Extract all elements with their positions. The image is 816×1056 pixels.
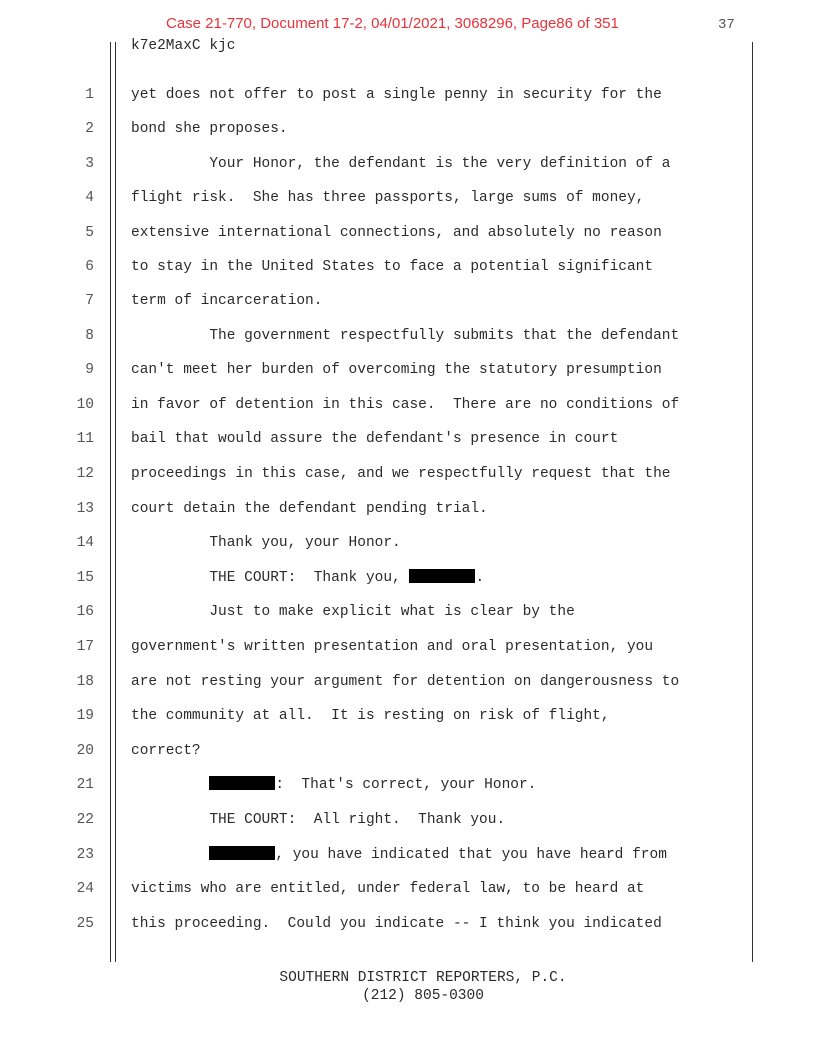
- transcript-line-4: [0, 187, 816, 209]
- line-number: 8: [85, 328, 94, 344]
- reporter-name: SOUTHERN DISTRICT REPORTERS, P.C.: [279, 970, 567, 986]
- line-text-before-redaction: [131, 847, 209, 863]
- transcript-line-20: [0, 740, 816, 762]
- line-text: government's written presentation and oral presentation, you: [131, 639, 654, 655]
- line-number: 7: [85, 293, 94, 309]
- line-text: [131, 844, 667, 866]
- page-number: 37: [718, 17, 735, 33]
- line-number: 23: [76, 847, 94, 863]
- transcript-line-23: [0, 844, 816, 866]
- transcript-line-14: [0, 532, 816, 554]
- redaction-box: [209, 846, 275, 860]
- line-number: 6: [85, 259, 94, 275]
- transcript-line-5: [0, 222, 816, 244]
- line-number: 15: [76, 570, 94, 586]
- line-number: 4: [85, 190, 94, 206]
- line-text: Your Honor, the defendant is the very definition of a: [131, 156, 671, 172]
- line-number: 18: [76, 674, 94, 690]
- line-text-after-redaction: , you have indicated that you have heard from: [275, 847, 667, 863]
- transcript-line-3: [0, 153, 816, 175]
- transcript-line-1: [0, 84, 816, 106]
- transcript-line-19: [0, 705, 816, 727]
- line-number: 13: [76, 501, 94, 517]
- line-text-after-redaction: : That's correct, your Honor.: [275, 777, 537, 793]
- transcript-line-6: [0, 256, 816, 278]
- line-text: The government respectfully submits that the defendant: [131, 328, 680, 344]
- redaction-box: [409, 569, 475, 583]
- line-text: [131, 567, 484, 589]
- line-number: 11: [76, 431, 94, 447]
- line-text: to stay in the United States to face a potential significant: [131, 259, 654, 275]
- line-number: 10: [76, 397, 94, 413]
- line-text: Thank you, your Honor.: [131, 535, 401, 551]
- line-text: in favor of detention in this case. There are no conditions of: [131, 397, 680, 413]
- transcript-line-21: [0, 774, 816, 796]
- line-text: flight risk. She has three passports, large sums of money,: [131, 190, 645, 206]
- line-number: 17: [76, 639, 94, 655]
- line-number: 5: [85, 225, 94, 241]
- line-number: 9: [85, 362, 94, 378]
- transcript-line-17: [0, 636, 816, 658]
- line-text: [131, 774, 536, 796]
- line-text-before-redaction: [131, 777, 209, 793]
- line-text: correct?: [131, 743, 201, 759]
- line-text: this proceeding. Could you indicate -- I think you indicated: [131, 916, 662, 932]
- line-text: court detain the defendant pending trial.: [131, 501, 488, 517]
- transcript-line-18: [0, 671, 816, 693]
- line-text: yet does not offer to post a single penny in security for the: [131, 87, 662, 103]
- transcript-line-11: [0, 428, 816, 450]
- line-number: 20: [76, 743, 94, 759]
- line-number: 24: [76, 881, 94, 897]
- transcript-line-12: [0, 463, 816, 485]
- line-number: 19: [76, 708, 94, 724]
- reporter-footer: [0, 969, 816, 1005]
- transcript-line-25: [0, 913, 816, 935]
- line-text: proceedings in this case, and we respectfully request that the: [131, 466, 671, 482]
- line-text: are not resting your argument for detention on dangerousness to: [131, 674, 680, 690]
- line-text: the community at all. It is resting on risk of flight,: [131, 708, 610, 724]
- redaction-box: [209, 776, 275, 790]
- transcript-line-9: [0, 359, 816, 381]
- transcript-line-22: [0, 809, 816, 831]
- line-text: can't meet her burden of overcoming the statutory presumption: [131, 362, 662, 378]
- line-number: 21: [76, 777, 94, 793]
- line-text-after-redaction: .: [475, 570, 485, 586]
- line-text: bond she proposes.: [131, 121, 288, 137]
- transcript-line-16: [0, 601, 816, 623]
- transcript-line-13: [0, 498, 816, 520]
- transcript-line-7: [0, 290, 816, 312]
- case-header: Case 21-770, Document 17-2, 04/01/2021, 3068296, Page86 of 351: [166, 15, 619, 32]
- transcript-line-8: [0, 325, 816, 347]
- line-number: 22: [76, 812, 94, 828]
- line-text: extensive international connections, and absolutely no reason: [131, 225, 662, 241]
- line-number: 25: [76, 916, 94, 932]
- line-number: 2: [85, 121, 94, 137]
- line-number: 16: [76, 604, 94, 620]
- line-text: victims who are entitled, under federal law, to be heard at: [131, 881, 645, 897]
- line-number: 14: [76, 535, 94, 551]
- line-text: bail that would assure the defendant's presence in court: [131, 431, 619, 447]
- transcript-line-15: [0, 567, 816, 589]
- transcript-line-10: [0, 394, 816, 416]
- reporter-phone: (212) 805-0300: [362, 988, 484, 1004]
- line-number: 12: [76, 466, 94, 482]
- transcript-line-2: [0, 118, 816, 140]
- document-id: k7e2MaxC kjc: [131, 38, 236, 54]
- line-text: THE COURT: All right. Thank you.: [131, 812, 506, 828]
- transcript-line-24: [0, 878, 816, 900]
- line-text: term of incarceration.: [131, 293, 323, 309]
- line-text-before-redaction: THE COURT: Thank you,: [131, 570, 410, 586]
- line-text: Just to make explicit what is clear by the: [131, 604, 575, 620]
- line-number: 3: [85, 156, 94, 172]
- line-number: 1: [85, 87, 94, 103]
